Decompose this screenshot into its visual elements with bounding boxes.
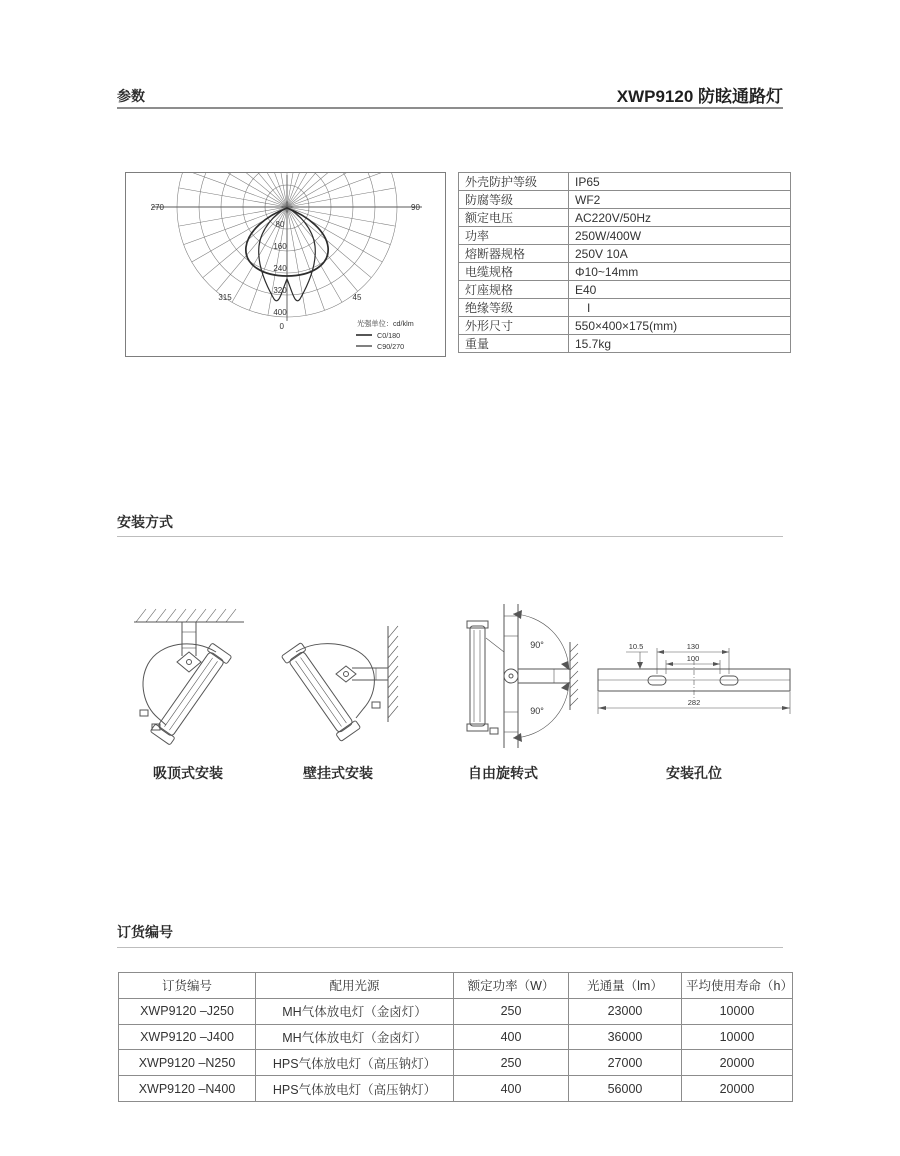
lamp-body xyxy=(296,644,380,718)
polar-labels xyxy=(151,203,421,331)
order-power: 250 xyxy=(454,1050,569,1076)
order-power: 400 xyxy=(454,1024,569,1050)
ceiling-mount-drawing xyxy=(128,598,252,748)
order-lamp: HPS气体放电灯（高压钠灯） xyxy=(256,1076,454,1102)
spec-value: IP65 xyxy=(569,173,791,191)
spec-row xyxy=(459,209,791,227)
order-header: 额定功率（W） xyxy=(454,973,569,999)
wall-arm xyxy=(352,668,388,680)
polar-chart xyxy=(126,173,445,356)
free-rotation-drawing xyxy=(440,600,580,752)
order-lamp: MH气体放电灯（金卤灯） xyxy=(256,1024,454,1050)
dim-100-label: 100 xyxy=(686,654,700,663)
angle-label-45: 45 xyxy=(352,293,362,302)
order-power: 400 xyxy=(454,1076,569,1102)
spec-label: 额定电压 xyxy=(459,209,569,227)
caption-wall-mount: 壁挂式安装 xyxy=(303,765,373,781)
spec-row xyxy=(459,317,791,335)
lamp-tube xyxy=(281,643,360,742)
mounting-bar xyxy=(598,660,790,700)
lamp-side-view xyxy=(467,621,504,734)
spec-row xyxy=(459,227,791,245)
legend-label-c90-270: C90/270 xyxy=(377,342,405,351)
order-life: 20000 xyxy=(682,1076,793,1102)
spec-label: 熔断器规格 xyxy=(459,245,569,263)
order-lamp: HPS气体放电灯（高压钠灯） xyxy=(256,1050,454,1076)
spec-row xyxy=(459,281,791,299)
spec-label: 功率 xyxy=(459,227,569,245)
spec-row xyxy=(459,335,791,353)
order-code: XWP9120 –J250 xyxy=(119,998,256,1024)
angle-label-0: 0 xyxy=(279,322,284,331)
dim-10-5-label: 10.5 xyxy=(628,642,644,651)
dimension-10-5 xyxy=(626,642,648,669)
spec-row xyxy=(459,263,791,281)
header-divider xyxy=(117,107,783,109)
product-title: XWP9120 防眩通路灯 xyxy=(616,87,783,106)
ceiling-stem xyxy=(182,622,196,656)
order-flux: 27000 xyxy=(569,1050,682,1076)
spec-value: Φ10~14mm xyxy=(569,263,791,281)
angle-label-90: 90 xyxy=(411,203,420,212)
radius-label-240: 240 xyxy=(273,264,287,273)
order-table xyxy=(118,972,793,1102)
dimension-100 xyxy=(666,654,720,674)
spec-label: 灯座规格 xyxy=(459,281,569,299)
order-header: 订货编号 xyxy=(119,973,256,999)
dim-282-label: 282 xyxy=(687,698,701,707)
radius-label-320: 320 xyxy=(273,286,287,295)
dimension-282 xyxy=(598,692,790,714)
page-title: 参数 xyxy=(117,88,145,104)
section-title-ordering: 订货编号 xyxy=(117,924,173,940)
order-header: 配用光源 xyxy=(256,973,454,999)
order-life: 20000 xyxy=(682,1050,793,1076)
spec-value: 15.7kg xyxy=(569,335,791,353)
dim-130-label: 130 xyxy=(686,642,700,651)
pole xyxy=(504,604,518,748)
legend-unit-label: 光强单位：cd/klm xyxy=(357,319,414,328)
spec-row xyxy=(459,299,791,317)
spec-label: 绝缘等级 xyxy=(459,299,569,317)
rotation-arcs xyxy=(513,610,569,742)
spec-value: E40 xyxy=(569,281,791,299)
caption-free-rotation: 自由旋转式 xyxy=(468,765,538,781)
order-row xyxy=(119,1050,793,1076)
order-lamp: MH气体放电灯（金卤灯） xyxy=(256,998,454,1024)
order-header: 平均使用寿命（h） xyxy=(682,973,793,999)
caption-mounting-holes: 安装孔位 xyxy=(666,765,722,781)
order-code: XWP9120 –N250 xyxy=(119,1050,256,1076)
lamp-body xyxy=(140,644,216,730)
order-code: XWP9120 –N400 xyxy=(119,1076,256,1102)
rotation-arm xyxy=(518,669,570,683)
spec-label: 外形尺寸 xyxy=(459,317,569,335)
legend-label-c0-180: C0/180 xyxy=(377,331,401,340)
spec-row xyxy=(459,173,791,191)
wall-hatch xyxy=(388,626,398,722)
radius-label-160: 160 xyxy=(273,242,287,251)
order-flux: 36000 xyxy=(569,1024,682,1050)
spec-label: 外壳防护等级 xyxy=(459,173,569,191)
order-life: 10000 xyxy=(682,1024,793,1050)
radius-label-400: 400 xyxy=(273,308,287,317)
polar-axes xyxy=(152,175,422,321)
spec-value: I xyxy=(569,299,791,317)
spec-table xyxy=(458,172,791,353)
order-row xyxy=(119,1024,793,1050)
ordering-divider xyxy=(117,947,783,948)
spec-value: AC220V/50Hz xyxy=(569,209,791,227)
pivot xyxy=(504,669,518,683)
ceiling-hatch xyxy=(134,609,244,622)
spec-row xyxy=(459,191,791,209)
order-flux: 56000 xyxy=(569,1076,682,1102)
order-life: 10000 xyxy=(682,998,793,1024)
radius-label-80: 80 xyxy=(275,220,285,229)
lamp-tube xyxy=(150,643,232,745)
wall-hatch xyxy=(570,642,578,710)
spec-row xyxy=(459,245,791,263)
wall-mount-drawing xyxy=(276,598,400,748)
angle-label-270: 270 xyxy=(150,203,164,212)
angle-label-315: 315 xyxy=(218,293,232,302)
polar-legend xyxy=(356,319,414,351)
spec-value: WF2 xyxy=(569,191,791,209)
order-power: 250 xyxy=(454,998,569,1024)
rotation-angle-bottom: 90° xyxy=(530,706,544,716)
spec-label: 防腐等级 xyxy=(459,191,569,209)
install-divider xyxy=(117,536,783,537)
order-flux: 23000 xyxy=(569,998,682,1024)
section-title-install: 安装方式 xyxy=(117,514,173,530)
order-row xyxy=(119,998,793,1024)
order-row xyxy=(119,1076,793,1102)
spec-value: 550×400×175(mm) xyxy=(569,317,791,335)
order-header-row xyxy=(119,973,793,999)
spec-label: 电缆规格 xyxy=(459,263,569,281)
rotation-angle-top: 90° xyxy=(530,640,544,650)
spec-label: 重量 xyxy=(459,335,569,353)
spec-value: 250W/400W xyxy=(569,227,791,245)
spec-value: 250V 10A xyxy=(569,245,791,263)
order-header: 光通量（lm） xyxy=(569,973,682,999)
photometric-diagram xyxy=(125,172,446,357)
mounting-holes-drawing xyxy=(593,622,795,722)
caption-ceiling-mount: 吸顶式安装 xyxy=(153,765,223,781)
order-code: XWP9120 –J400 xyxy=(119,1024,256,1050)
